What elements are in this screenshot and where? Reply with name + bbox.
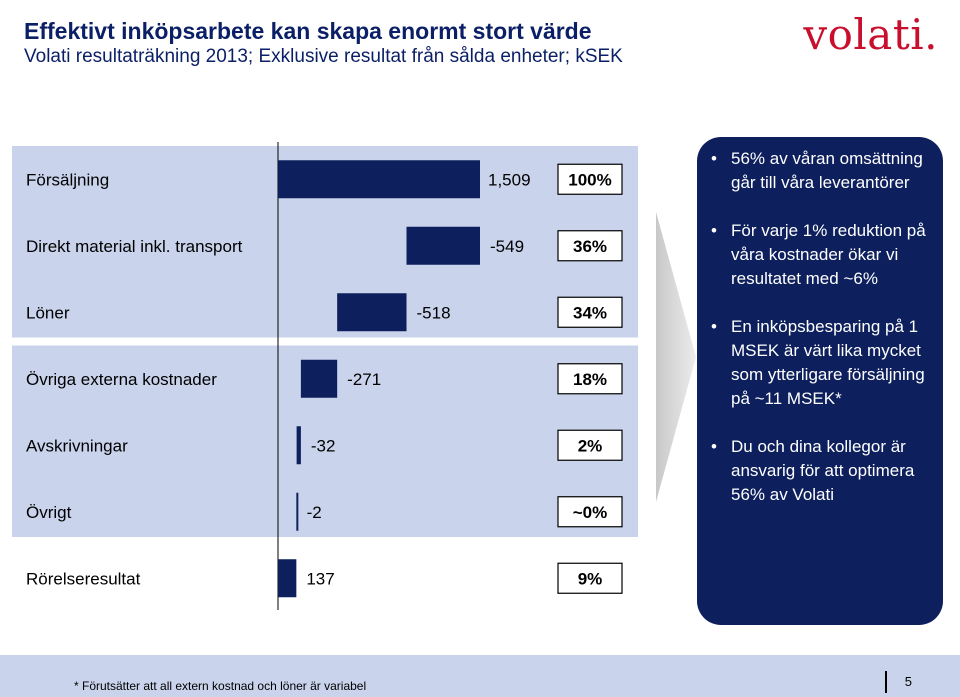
insight-text: Du och dina kollegor är ansvarig för att optimera 56% av Volati bbox=[731, 437, 915, 504]
share-label: 34% bbox=[572, 303, 608, 323]
share-label: 9% bbox=[577, 569, 603, 589]
page-number: 5 bbox=[904, 674, 912, 689]
insight-text: För varje 1% reduktion på våra kostnader ökar vi resultatet med ~6% bbox=[731, 221, 926, 288]
waterfall-bar bbox=[278, 160, 480, 198]
value-label: -32 bbox=[310, 436, 336, 456]
waterfall-bar bbox=[407, 227, 480, 265]
insight-item bbox=[707, 147, 929, 195]
share-label: 36% bbox=[572, 236, 608, 256]
insight-text: 56% av våran omsättning går till våra leverantörer bbox=[731, 149, 923, 192]
insight-item bbox=[707, 435, 929, 507]
footnote: * Förutsätter att all extern kostnad och löner är variabel bbox=[74, 679, 367, 693]
waterfall-bar bbox=[296, 493, 298, 531]
category-label: Direkt material inkl. transport bbox=[26, 236, 243, 256]
insight-text: En inköpsbesparing på 1 MSEK är värt lika mycket som ytterligare försäljning på ~11 MSEK* bbox=[731, 317, 925, 408]
value-label: -518 bbox=[416, 303, 451, 323]
category-label: Försäljning bbox=[26, 170, 110, 190]
page-subtitle: Volati resultaträkning 2013; Exklusive resultat från sålda enheter; kSEK bbox=[24, 46, 623, 67]
bullet-icon: • bbox=[711, 149, 717, 168]
insight-item bbox=[707, 315, 929, 411]
waterfall-bar bbox=[278, 559, 296, 597]
bullet-icon: • bbox=[711, 317, 717, 336]
arrow-right-icon bbox=[656, 212, 696, 612]
share-label: 2% bbox=[577, 436, 603, 456]
value-label: -549 bbox=[490, 236, 525, 256]
page-divider bbox=[885, 671, 887, 693]
page-title: Effektivt inköpsarbete kan skapa enormt stort värde bbox=[24, 18, 592, 44]
insight-item bbox=[707, 219, 929, 291]
share-label: 100% bbox=[568, 170, 612, 190]
waterfall-bar bbox=[297, 426, 301, 464]
category-label: Avskrivningar bbox=[26, 436, 128, 456]
volati-logo: volati. bbox=[803, 10, 938, 59]
value-label: 1,509 bbox=[488, 170, 531, 190]
share-label: 18% bbox=[572, 369, 608, 389]
bullet-icon: • bbox=[711, 221, 717, 240]
value-label: -2 bbox=[306, 502, 322, 522]
insight-list bbox=[707, 147, 929, 507]
category-label: Övrigt bbox=[26, 502, 72, 522]
waterfall-bar bbox=[337, 293, 406, 331]
category-label: Löner bbox=[26, 303, 70, 323]
category-label: Rörelseresultat bbox=[26, 569, 141, 589]
value-label: 137 bbox=[306, 569, 335, 589]
key-insights-panel bbox=[697, 137, 943, 625]
value-label: -271 bbox=[347, 369, 382, 389]
category-label: Övriga externa kostnader bbox=[26, 369, 217, 389]
waterfall-bar bbox=[301, 360, 337, 398]
waterfall-chart bbox=[0, 130, 640, 610]
bullet-icon: • bbox=[711, 437, 717, 456]
share-label: ~0% bbox=[572, 502, 608, 522]
